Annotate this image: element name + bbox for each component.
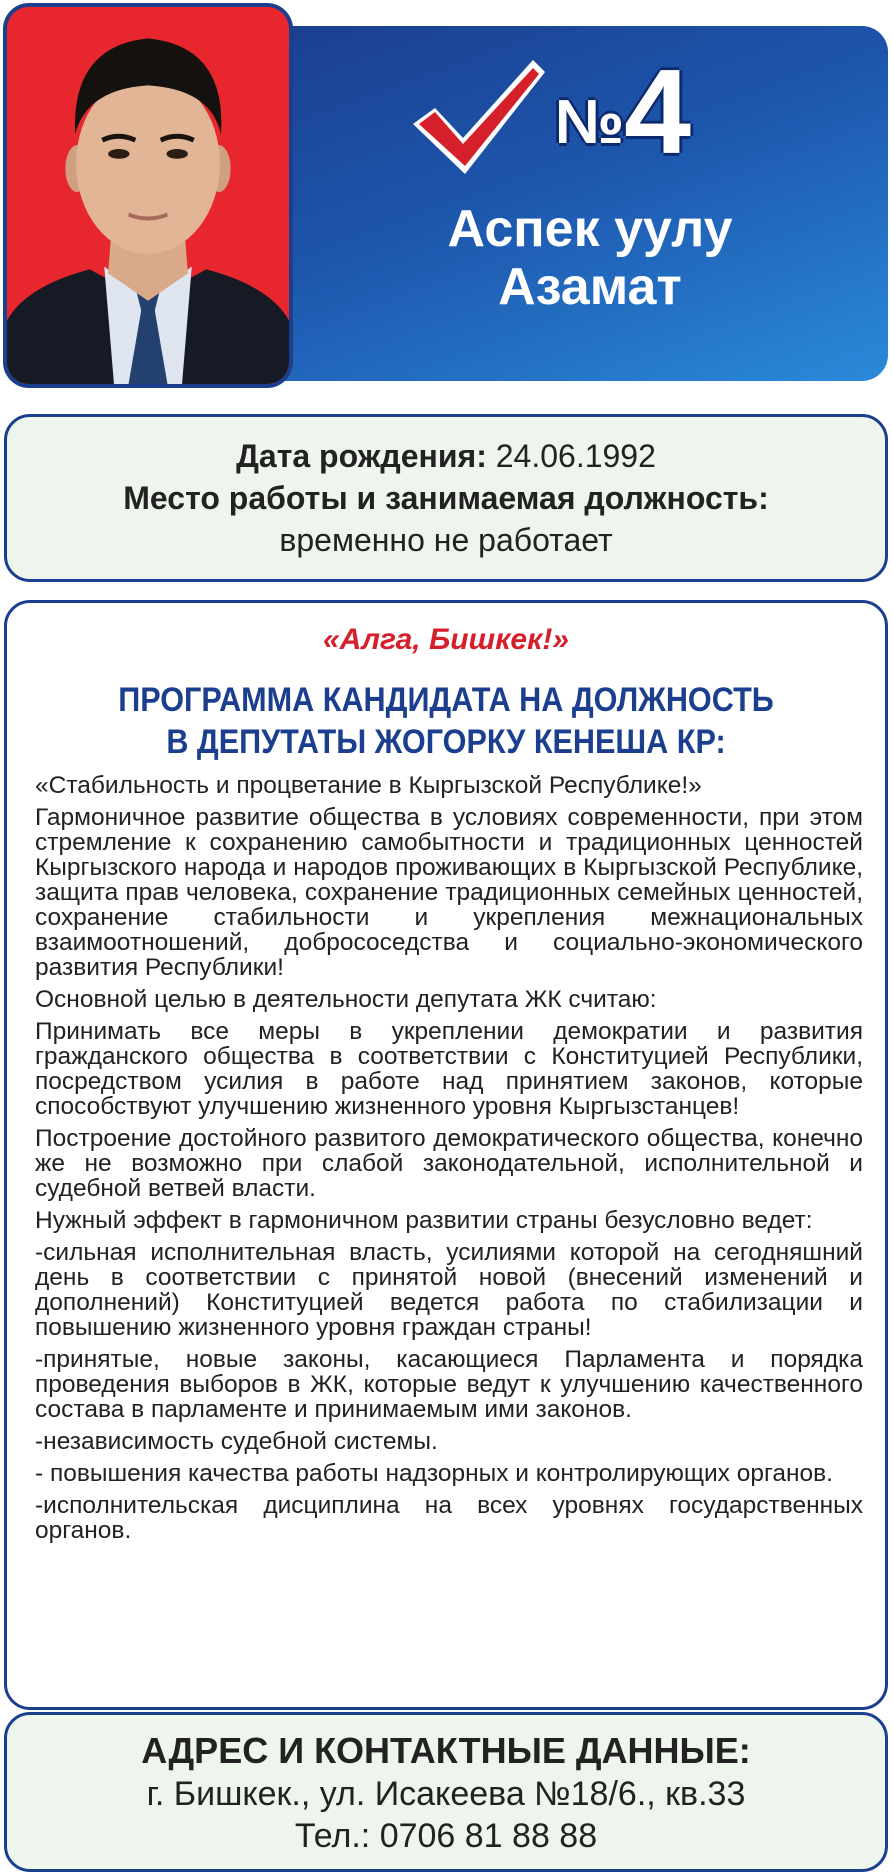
birth-date-row <box>7 435 885 477</box>
program-paragraph: -исполнительская дисциплина на всех уровнях государственных органов. <box>35 1492 863 1544</box>
work-value: временно не работает <box>279 522 613 558</box>
contacts-phone: Тел.: 0706 81 88 88 <box>294 1817 598 1855</box>
program-text <box>35 773 863 1550</box>
contacts-address: г. Бишкек., ул. Исакеева №18/6., кв.33 <box>146 1775 746 1813</box>
program-title <box>51 679 841 763</box>
candidate-photo <box>3 3 293 388</box>
program-paragraph: Построение достойного развитого демократического общества, конечно же не возможно при слабой законодательной, исполнительной и судебной ветвей власти. <box>35 1125 863 1202</box>
check-mark-icon <box>405 52 550 182</box>
program-paragraph: - повышения качества работы надзорных и контролирующих органов. <box>35 1460 833 1487</box>
portrait-image <box>7 7 289 384</box>
number-digit: 4 <box>624 45 691 179</box>
candidate-number <box>555 45 691 179</box>
program-paragraph: Основной целью в деятельности депутата ЖК считаю: <box>35 986 657 1013</box>
candidate-header <box>0 0 892 400</box>
candidate-name-line2: Азамат <box>498 258 682 316</box>
program-title-line2: В ДЕПУТАТЫ ЖОГОРКУ КЕНЕША КР: <box>166 723 726 761</box>
program-paragraph: Гармоничное развитие общества в условиях современности, при этом стремление к сохранению самобытности и традиционных ценностей Кыргызского народа и народов проживающих в Кыргызской Республике, защита прав человека, сохранение традиционных семейных ценностей, сохранение стабильности и укрепления межнациональных взаимоотношений, добрососедства и социально-экономического развития Республики! <box>35 804 863 981</box>
contacts-title: АДРЕС И КОНТАКТНЫЕ ДАННЫЕ: <box>141 1730 751 1771</box>
personal-info-box <box>4 414 888 582</box>
candidate-name-line1: Аспек уулу <box>447 200 733 258</box>
work-label <box>7 477 885 519</box>
number-sign: № <box>555 88 625 157</box>
work-label-text: Место работы и занимаемая должность: <box>123 480 769 516</box>
contacts-box <box>4 1712 888 1872</box>
program-paragraph: Нужный эффект в гармоничном развитии страны безусловно ведет: <box>35 1207 813 1234</box>
birth-date-value: 24.06.1992 <box>495 438 656 474</box>
program-slogan: «Алга, Бишкек!» <box>323 623 569 656</box>
program-paragraph: Принимать все меры в укреплении демократии и развития гражданского общества в соответствии с Конституцией Республики, посредством усилия в работе над принятием законов, которые способствуют улучшению жизненного уровня Кыргызстанцев! <box>35 1018 863 1120</box>
program-paragraph: -независимость судебной системы. <box>35 1428 438 1455</box>
birth-date-label: Дата рождения: <box>236 438 487 474</box>
program-paragraph: -сильная исполнительная власть, усилиями которой на сегодняшний день в соответствии с принятой новой (внесений изменений и дополнений) Конституцией ведется работа по стабилизации и повышению жизненного уровня граждан страны! <box>35 1239 863 1341</box>
program-paragraph: «Стабильность и процветание в Кыргызской Республике!» <box>35 772 702 799</box>
program-paragraph: -принятые, новые законы, касающиеся Парламента и порядка проведения выборов в ЖК, которые ведут к улучшению качественного состава в парламенте и принимаемым ими законов. <box>35 1346 863 1423</box>
program-title-line1: ПРОГРАММА КАНДИДАТА НА ДОЛЖНОСТЬ <box>118 681 774 719</box>
program-box <box>4 600 888 1710</box>
